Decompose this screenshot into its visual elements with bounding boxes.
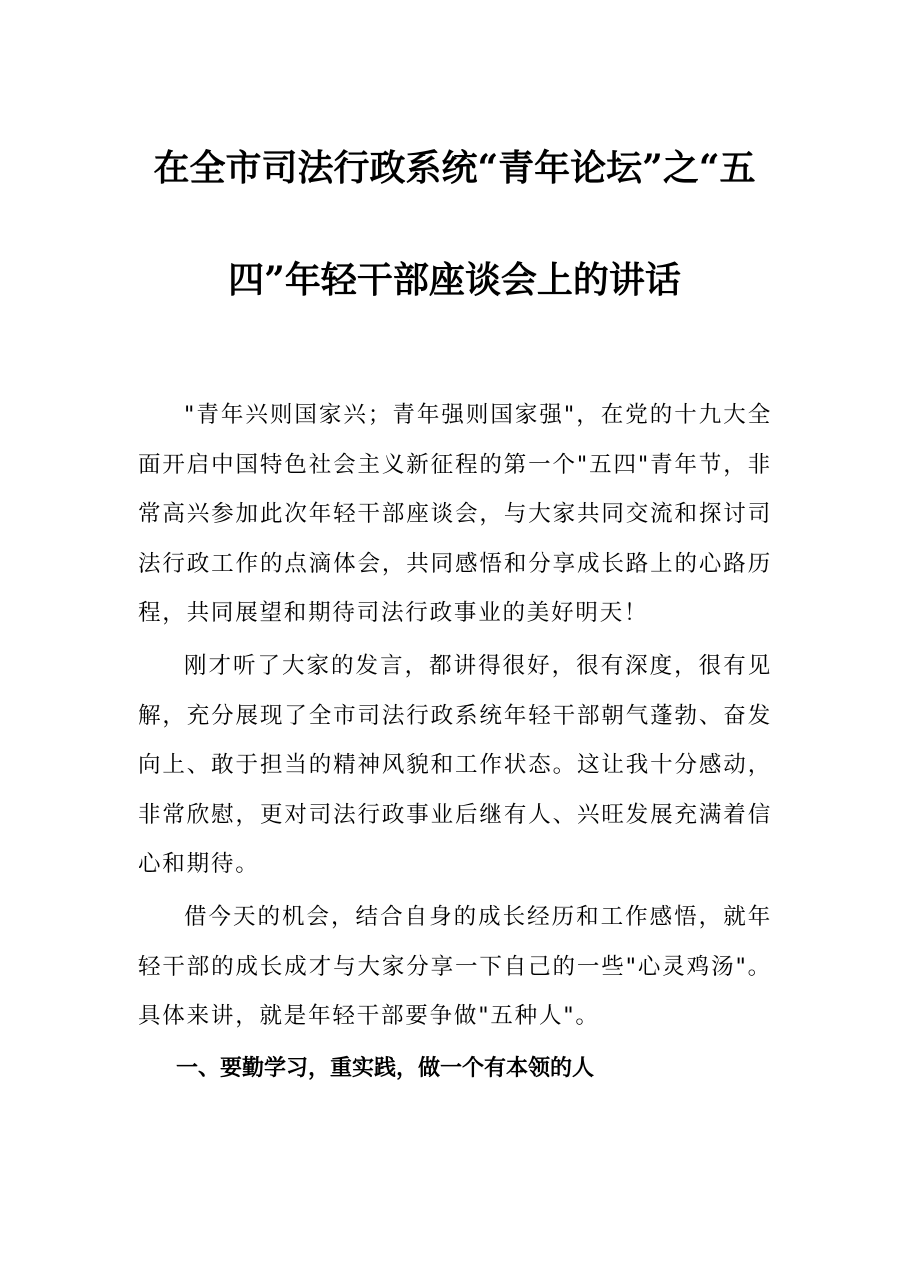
section-heading: 一、要勤学习，重实践，做一个有本领的人: [176, 1055, 595, 1081]
document-title-line-1: 在全市司法行政系统“青年论坛”之“五: [153, 147, 756, 189]
body-paragraph-2: 刚才听了大家的发言，都讲得很好，很有深度，很有见解，充分展现了全市司法行政系统年轻干部朝气蓬勃、奋发向上、敢于担当的精神风貌和工作状态。这让我十分感动，非常欣慰，更对司法行政事业后继有人、兴旺发展充满着信心和期待。: [138, 653, 772, 877]
document-title-line-2: 四”年轻干部座谈会上的讲话: [228, 259, 681, 301]
body-paragraph-3: 借今天的机会，结合自身的成长经历和工作感悟，就年轻干部的成长成才与大家分享一下自己的一些"心灵鸡汤"。具体来讲，就是年轻干部要争做"五种人"。: [138, 904, 772, 1029]
body-paragraph-1: "青年兴则国家兴；青年强则国家强"，在党的十九大全面开启中国特色社会主义新征程的第一个"五四"青年节，非常高兴参加此次年轻干部座谈会，与大家共同交流和探讨司法行政工作的点滴体会，共同感悟和分享成长路上的心路历程，共同展望和期待司法行政事业的美好明天！: [138, 402, 772, 626]
